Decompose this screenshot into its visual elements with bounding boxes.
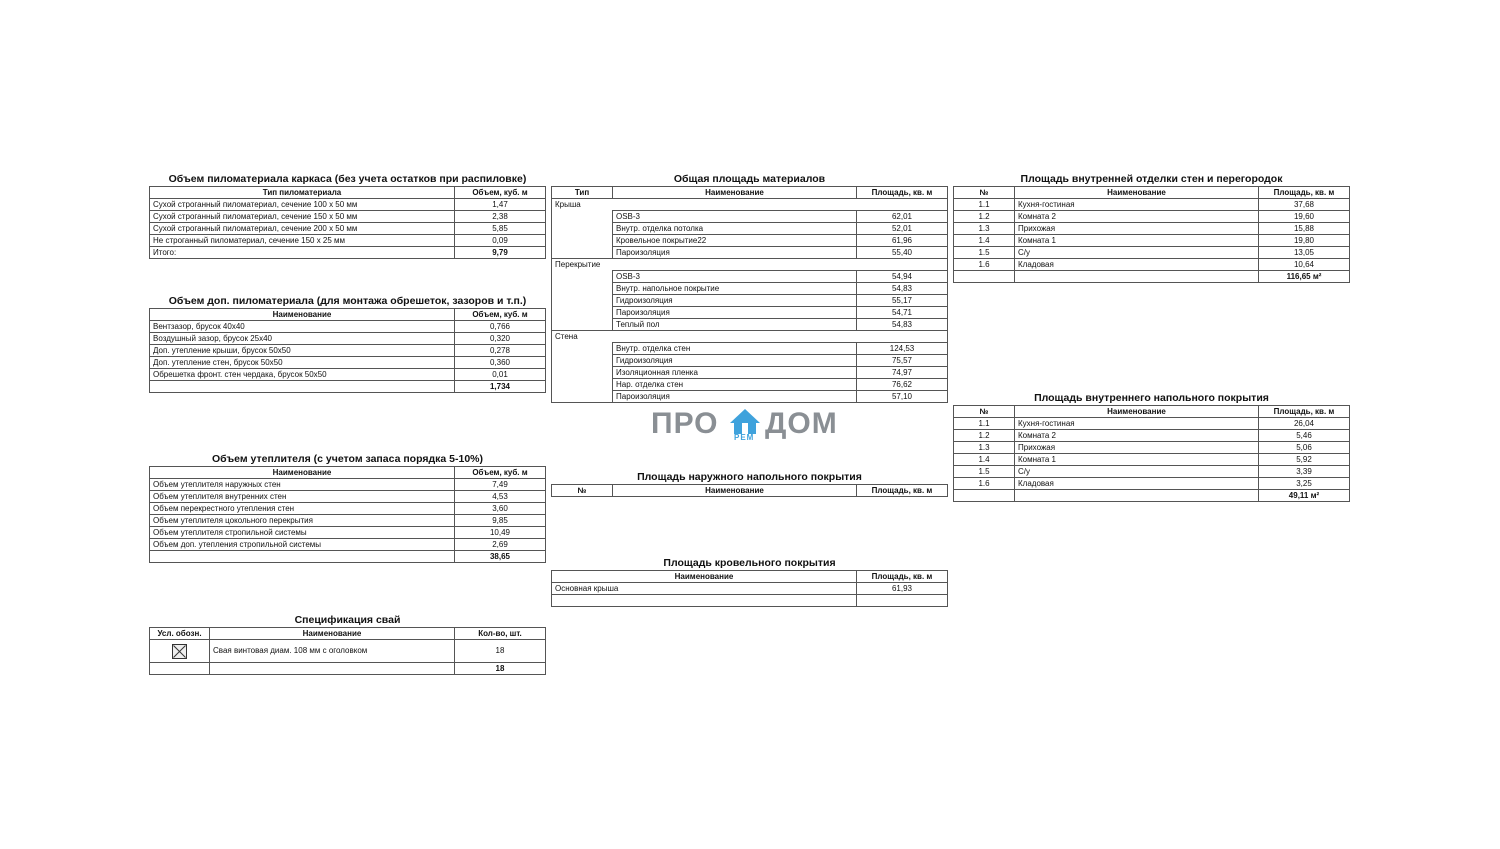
cell-value: 0,278 bbox=[455, 345, 546, 357]
cell-value: 74,97 bbox=[857, 367, 948, 379]
cell-value: 15,88 bbox=[1259, 223, 1350, 235]
table-row bbox=[150, 321, 546, 333]
cell-name: Комната 1 bbox=[1015, 235, 1259, 247]
total-value: 1,734 bbox=[455, 381, 546, 393]
cell-value: 76,62 bbox=[857, 379, 948, 391]
materials-area-table bbox=[551, 186, 948, 403]
cell-name: Кухня-гостиная bbox=[1015, 199, 1259, 211]
cell-name: Гидроизоляция bbox=[613, 355, 857, 367]
table-row bbox=[150, 357, 546, 369]
cell-value: 0,766 bbox=[455, 321, 546, 333]
table-row bbox=[150, 199, 546, 211]
table-row bbox=[150, 539, 546, 551]
table-header-row bbox=[150, 187, 546, 199]
total-value: 49,11 м² bbox=[1259, 490, 1350, 502]
wall-finish-title: Площадь внутренней отделки стен и перегородок bbox=[1020, 173, 1283, 185]
cell-name: Объем утеплителя наружных стен bbox=[150, 479, 455, 491]
cell-number: 1.1 bbox=[954, 418, 1015, 430]
column-header: № bbox=[954, 406, 1015, 418]
group-type: Стена bbox=[552, 331, 948, 343]
cell-number: 1.6 bbox=[954, 259, 1015, 271]
wall-finish-table-block bbox=[953, 173, 1350, 283]
cell-value: 3,39 bbox=[1259, 466, 1350, 478]
cell-value: 3,25 bbox=[1259, 478, 1350, 490]
table-header-row bbox=[150, 628, 546, 640]
cell-name: Кухня-гостиная bbox=[1015, 418, 1259, 430]
cell-name: OSB-3 bbox=[613, 271, 857, 283]
cell-name: Прихожая bbox=[1015, 442, 1259, 454]
column-header: Наименование bbox=[1015, 406, 1259, 418]
cell-value: 61,93 bbox=[857, 583, 948, 595]
cell-name: Объем доп. утепления стропильной системы bbox=[150, 539, 455, 551]
table-row bbox=[150, 235, 546, 247]
column-header: Тип пиломатериала bbox=[150, 187, 455, 199]
insulation-title: Объем утеплителя (с учетом запаса порядка 5-10%) bbox=[211, 453, 484, 465]
table-row bbox=[552, 271, 948, 283]
cell-value: 55,17 bbox=[857, 295, 948, 307]
cell-name: Объем утеплителя внутренних стен bbox=[150, 491, 455, 503]
cell-name: С/у bbox=[1015, 247, 1259, 259]
total-row bbox=[150, 247, 546, 259]
cell-name: Кладовая bbox=[1015, 478, 1259, 490]
roofing-area-table-block bbox=[551, 557, 948, 607]
cell-value: 55,40 bbox=[857, 247, 948, 259]
cell-value: 10,64 bbox=[1259, 259, 1350, 271]
cell-value: 54,83 bbox=[857, 283, 948, 295]
cell-value: 13,05 bbox=[1259, 247, 1350, 259]
outdoor-floor-table-block bbox=[551, 471, 948, 497]
table-row bbox=[150, 223, 546, 235]
column-header: Объем, куб. м bbox=[455, 467, 546, 479]
total-label bbox=[150, 381, 455, 393]
piles-spec-table bbox=[149, 627, 546, 675]
column-header: Площадь, кв. м bbox=[857, 571, 948, 583]
cell-name: Основная крыша bbox=[552, 583, 857, 595]
cell-value: 61,96 bbox=[857, 235, 948, 247]
total-value: 116,65 м² bbox=[1259, 271, 1350, 283]
cell-name: Сухой строганный пиломатериал, сечение 150 х 50 мм bbox=[150, 211, 455, 223]
cell-value: 26,04 bbox=[1259, 418, 1350, 430]
cell-number: 1.1 bbox=[954, 199, 1015, 211]
outdoor-floor-title: Площадь наружного напольного покрытия bbox=[637, 471, 862, 483]
empty-cell bbox=[552, 343, 613, 355]
empty-cell bbox=[552, 355, 613, 367]
table-row bbox=[954, 418, 1350, 430]
cell-number: 1.2 bbox=[954, 430, 1015, 442]
column-header: Площадь, кв. м bbox=[1259, 406, 1350, 418]
cell-value: 0,360 bbox=[455, 357, 546, 369]
cell-name: Комната 1 bbox=[1015, 454, 1259, 466]
total-row bbox=[150, 381, 546, 393]
table-header-row bbox=[954, 406, 1350, 418]
column-header: Наименование bbox=[150, 309, 455, 321]
cell-name: Объем утеплителя стропильной системы bbox=[150, 527, 455, 539]
cell-value: 9,85 bbox=[455, 515, 546, 527]
column-header: № bbox=[954, 187, 1015, 199]
cell-value: 3,60 bbox=[455, 503, 546, 515]
cell-name: Объем утеплителя цокольного перекрытия bbox=[150, 515, 455, 527]
cell-value: 54,71 bbox=[857, 307, 948, 319]
cell-number: 1.5 bbox=[954, 466, 1015, 478]
outdoor-floor-table bbox=[551, 484, 948, 497]
logo-text-right: ДОМ bbox=[765, 407, 838, 440]
table-row bbox=[552, 319, 948, 331]
table-row bbox=[954, 442, 1350, 454]
empty-cell bbox=[552, 283, 613, 295]
column-header: № bbox=[552, 485, 613, 497]
roofing-area-title: Площадь кровельного покрытия bbox=[663, 557, 836, 569]
cell-number: 1.4 bbox=[954, 454, 1015, 466]
column-header: Объем, куб. м bbox=[455, 309, 546, 321]
table-row bbox=[150, 369, 546, 381]
total-row bbox=[150, 663, 546, 675]
indoor-floor-table-block bbox=[953, 392, 1350, 502]
table-row bbox=[552, 235, 948, 247]
column-header: Усл. обозн. bbox=[150, 628, 210, 640]
insulation-table bbox=[149, 466, 546, 563]
indoor-floor-table bbox=[953, 405, 1350, 502]
table-header-row bbox=[552, 187, 948, 199]
total-row bbox=[954, 271, 1350, 283]
table-row bbox=[150, 515, 546, 527]
cell-value: 5,85 bbox=[455, 223, 546, 235]
cell-name: Внутр. напольное покрытие bbox=[613, 283, 857, 295]
cell-name: Комната 2 bbox=[1015, 211, 1259, 223]
cell-name: Внутр. отделка потолка bbox=[613, 223, 857, 235]
cell-value: 52,01 bbox=[857, 223, 948, 235]
cell-value: 0,320 bbox=[455, 333, 546, 345]
additional-lumber-table-block bbox=[149, 295, 546, 393]
cell-value: 19,60 bbox=[1259, 211, 1350, 223]
table-row bbox=[552, 247, 948, 259]
column-header: Площадь, кв. м bbox=[857, 187, 948, 199]
piles-spec-table-block bbox=[149, 614, 546, 675]
cell-name: Свая винтовая диам. 108 мм с оголовком bbox=[210, 640, 455, 663]
empty-cell bbox=[552, 235, 613, 247]
empty-cell bbox=[954, 490, 1015, 502]
table-row bbox=[552, 367, 948, 379]
cell-name: Комната 2 bbox=[1015, 430, 1259, 442]
group-type: Крыша bbox=[552, 199, 948, 211]
cell-value: 2,69 bbox=[455, 539, 546, 551]
cell-value: 124,53 bbox=[857, 343, 948, 355]
cell-name: Обрешетка фронт. стен чердака, брусок 50х50 bbox=[150, 369, 455, 381]
cell-value: 0,01 bbox=[455, 369, 546, 381]
cell-number: 1.6 bbox=[954, 478, 1015, 490]
cell-value: 75,57 bbox=[857, 355, 948, 367]
table-row bbox=[954, 247, 1350, 259]
cell-name: Вентзазор, брусок 40х40 bbox=[150, 321, 455, 333]
cell-value: 2,38 bbox=[455, 211, 546, 223]
empty-cell bbox=[552, 223, 613, 235]
cell-name: Гидроизоляция bbox=[613, 295, 857, 307]
additional-lumber-title: Объем доп. пиломатериала (для монтажа обрешеток, зазоров и т.п.) bbox=[168, 295, 527, 307]
table-row bbox=[552, 283, 948, 295]
table-row bbox=[150, 479, 546, 491]
cell-value: 5,46 bbox=[1259, 430, 1350, 442]
column-header: Объем, куб. м bbox=[455, 187, 546, 199]
cell-name: Нар. отделка стен bbox=[613, 379, 857, 391]
column-header: Тип bbox=[552, 187, 613, 199]
column-header: Наименование bbox=[210, 628, 455, 640]
cell-value: 37,68 bbox=[1259, 199, 1350, 211]
pile-symbol-icon bbox=[172, 644, 187, 659]
empty-cell bbox=[552, 379, 613, 391]
empty-cell bbox=[552, 391, 613, 403]
empty-cell bbox=[552, 247, 613, 259]
wall-finish-table bbox=[953, 186, 1350, 283]
lumber-frame-title: Объем пиломатериала каркаса (без учета остатков при распиловке) bbox=[168, 173, 527, 185]
cell-value: 54,83 bbox=[857, 319, 948, 331]
cell-name: Теплый пол bbox=[613, 319, 857, 331]
table-row bbox=[954, 478, 1350, 490]
additional-lumber-table bbox=[149, 308, 546, 393]
cell-name: Доп. утепление крыши, брусок 50х50 bbox=[150, 345, 455, 357]
table-row bbox=[552, 223, 948, 235]
empty-cell bbox=[552, 295, 613, 307]
table-row bbox=[150, 527, 546, 539]
cell-name: Кровельное покрытие22 bbox=[613, 235, 857, 247]
materials-area-table-block bbox=[551, 173, 948, 403]
empty-cell bbox=[552, 211, 613, 223]
lumber-frame-table bbox=[149, 186, 546, 259]
cell-number: 1.4 bbox=[954, 235, 1015, 247]
table-row bbox=[552, 307, 948, 319]
cell-name: Прихожая bbox=[1015, 223, 1259, 235]
empty-cell bbox=[954, 271, 1015, 283]
table-row bbox=[954, 259, 1350, 271]
table-row bbox=[552, 391, 948, 403]
table-header-row bbox=[552, 485, 948, 497]
cell-name: Изоляционная пленка bbox=[613, 367, 857, 379]
empty-cell bbox=[552, 367, 613, 379]
total-row bbox=[954, 490, 1350, 502]
column-header: Наименование bbox=[552, 571, 857, 583]
cell-name: Воздушный зазор, брусок 25х40 bbox=[150, 333, 455, 345]
total-label bbox=[150, 551, 455, 563]
cell-name: Не строганный пиломатериал, сечение 150 х 25 мм bbox=[150, 235, 455, 247]
column-header: Площадь, кв. м bbox=[857, 485, 948, 497]
logo-text-left: ПРО bbox=[651, 407, 719, 440]
table-row bbox=[954, 223, 1350, 235]
cell-value: 18 bbox=[455, 640, 546, 663]
cell-value: 0,09 bbox=[455, 235, 546, 247]
cell-name: С/у bbox=[1015, 466, 1259, 478]
table-row bbox=[552, 295, 948, 307]
pile-symbol-cell bbox=[150, 640, 210, 663]
cell-value: 5,06 bbox=[1259, 442, 1350, 454]
empty-cell bbox=[1015, 271, 1259, 283]
pro-dom-logo bbox=[651, 407, 851, 443]
group-row bbox=[552, 331, 948, 343]
table-row bbox=[552, 379, 948, 391]
group-type: Перекрытие bbox=[552, 259, 948, 271]
cell-value: 62,01 bbox=[857, 211, 948, 223]
column-header: Наименование bbox=[613, 187, 857, 199]
total-value: 18 bbox=[455, 663, 546, 675]
empty-cell bbox=[857, 595, 948, 607]
cell-value: 19,80 bbox=[1259, 235, 1350, 247]
empty-cell bbox=[210, 663, 455, 675]
table-row bbox=[552, 211, 948, 223]
cell-name: Сухой строганный пиломатериал, сечение 100 х 50 мм bbox=[150, 199, 455, 211]
table-row bbox=[150, 345, 546, 357]
cell-name: Пароизоляция bbox=[613, 307, 857, 319]
cell-name: OSB-3 bbox=[613, 211, 857, 223]
table-header-row bbox=[552, 571, 948, 583]
table-row bbox=[150, 503, 546, 515]
roofing-area-table bbox=[551, 570, 948, 607]
table-row bbox=[954, 466, 1350, 478]
empty-cell bbox=[552, 307, 613, 319]
table-row bbox=[954, 454, 1350, 466]
column-header: Наименование bbox=[150, 467, 455, 479]
empty-cell bbox=[552, 319, 613, 331]
total-label: Итого: bbox=[150, 247, 455, 259]
table-row bbox=[552, 355, 948, 367]
cell-value: 10,49 bbox=[455, 527, 546, 539]
column-header: Наименование bbox=[613, 485, 857, 497]
table-row bbox=[150, 491, 546, 503]
piles-spec-title: Спецификация свай bbox=[294, 614, 401, 626]
cell-name: Пароизоляция bbox=[613, 391, 857, 403]
table-row bbox=[150, 211, 546, 223]
cell-value: 54,94 bbox=[857, 271, 948, 283]
logo-text-small: РЕМ bbox=[734, 433, 755, 442]
cell-name: Внутр. отделка стен bbox=[613, 343, 857, 355]
cell-name: Сухой строганный пиломатериал, сечение 200 х 50 мм bbox=[150, 223, 455, 235]
cell-number: 1.2 bbox=[954, 211, 1015, 223]
total-value: 38,65 bbox=[455, 551, 546, 563]
empty-cell bbox=[552, 595, 857, 607]
indoor-floor-title: Площадь внутреннего напольного покрытия bbox=[1034, 392, 1269, 404]
cell-value: 4,53 bbox=[455, 491, 546, 503]
table-row bbox=[954, 211, 1350, 223]
table-row bbox=[150, 333, 546, 345]
table-header-row bbox=[954, 187, 1350, 199]
table-row bbox=[954, 199, 1350, 211]
table-row bbox=[954, 430, 1350, 442]
cell-name: Объем перекрестного утепления стен bbox=[150, 503, 455, 515]
total-value: 9,79 bbox=[455, 247, 546, 259]
table-header-row bbox=[150, 309, 546, 321]
lumber-frame-table-block bbox=[149, 173, 546, 259]
cell-value: 57,10 bbox=[857, 391, 948, 403]
cell-name: Пароизоляция bbox=[613, 247, 857, 259]
table-row bbox=[552, 595, 948, 607]
cell-value: 7,49 bbox=[455, 479, 546, 491]
cell-number: 1.3 bbox=[954, 223, 1015, 235]
cell-name: Кладовая bbox=[1015, 259, 1259, 271]
empty-cell bbox=[552, 271, 613, 283]
empty-cell bbox=[150, 663, 210, 675]
column-header: Наименование bbox=[1015, 187, 1259, 199]
table-row bbox=[150, 640, 546, 663]
column-header: Площадь, кв. м bbox=[1259, 187, 1350, 199]
table-row bbox=[552, 583, 948, 595]
table-header-row bbox=[150, 467, 546, 479]
materials-area-title: Общая площадь материалов bbox=[673, 173, 826, 185]
empty-cell bbox=[1015, 490, 1259, 502]
group-row bbox=[552, 199, 948, 211]
cell-value: 1,47 bbox=[455, 199, 546, 211]
cell-value: 5,92 bbox=[1259, 454, 1350, 466]
cell-name: Доп. утепление стен, брусок 50х50 bbox=[150, 357, 455, 369]
table-row bbox=[954, 235, 1350, 247]
total-row bbox=[150, 551, 546, 563]
column-header: Кол-во, шт. bbox=[455, 628, 546, 640]
cell-number: 1.3 bbox=[954, 442, 1015, 454]
insulation-table-block bbox=[149, 453, 546, 563]
group-row bbox=[552, 259, 948, 271]
table-row bbox=[552, 343, 948, 355]
cell-number: 1.5 bbox=[954, 247, 1015, 259]
